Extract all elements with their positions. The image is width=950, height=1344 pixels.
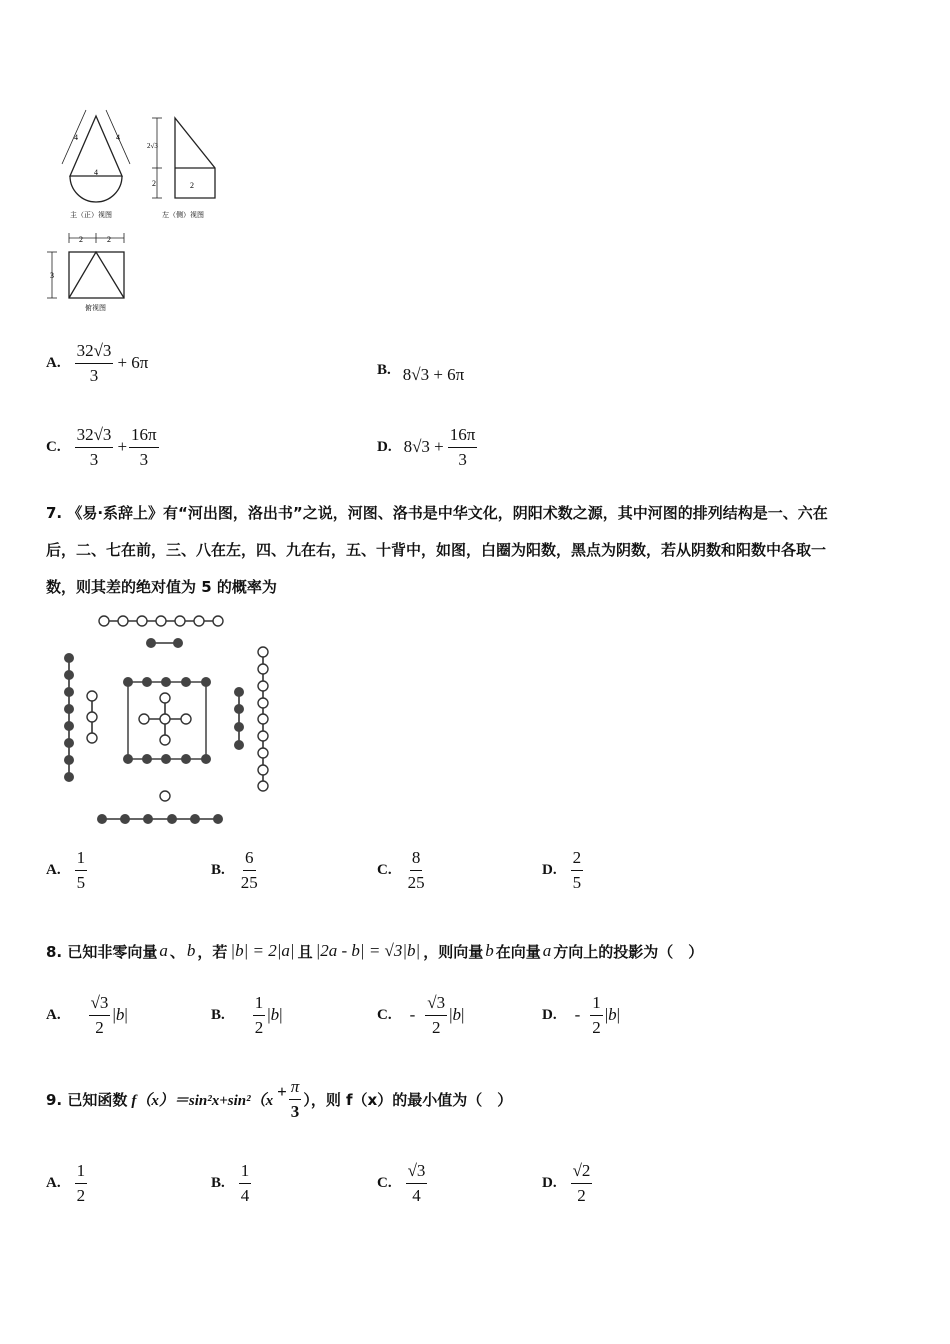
option-label: D. bbox=[377, 438, 392, 455]
denominator: 5 bbox=[572, 872, 582, 892]
vector-magnitude: |b| bbox=[449, 1005, 465, 1024]
q8-stem bbox=[46, 934, 703, 968]
denominator: 2 bbox=[577, 1185, 586, 1205]
q8-vector-a: a bbox=[159, 941, 168, 960]
q9-option-c[interactable] bbox=[377, 1158, 427, 1208]
q8-tail-1: ，则向量 bbox=[423, 942, 484, 961]
q7-option-b[interactable] bbox=[211, 846, 260, 894]
q8-option-c[interactable] bbox=[377, 990, 464, 1040]
three-view-drawing bbox=[44, 104, 219, 318]
front-dim-right: 4 bbox=[116, 133, 120, 142]
q6-option-a[interactable] bbox=[46, 338, 148, 388]
top-dim-left: 2 bbox=[79, 235, 83, 244]
q9-function: f（x）＝sin²x+sin²（x bbox=[131, 1092, 274, 1109]
numerator: √3 bbox=[406, 1161, 428, 1184]
fraction-2 bbox=[129, 425, 159, 469]
front-view bbox=[62, 110, 130, 202]
option-label: D. bbox=[542, 1174, 557, 1191]
q7-option-a[interactable] bbox=[46, 846, 87, 894]
q8-sep: 、 bbox=[169, 942, 185, 961]
top-dim-right: 2 bbox=[107, 235, 111, 244]
vector-b: b bbox=[452, 1005, 462, 1024]
denominator: 3 bbox=[139, 449, 149, 469]
fraction bbox=[75, 341, 114, 385]
side-view-label: 左（侧）视图 bbox=[162, 211, 204, 219]
denominator: 3 bbox=[290, 1101, 300, 1121]
option-label: C. bbox=[46, 438, 61, 455]
q8-qie: 且 bbox=[297, 942, 313, 961]
numerator: √2 bbox=[571, 1161, 593, 1184]
q7-line-3: 数，则其差的绝对值为 5 的概率为 bbox=[46, 578, 277, 596]
q8-prefix: 8. 已知非零向量 bbox=[46, 942, 158, 961]
q9-stem bbox=[46, 1074, 512, 1124]
numerator: 8 bbox=[410, 848, 423, 871]
denominator: 5 bbox=[76, 872, 86, 892]
q7-option-c[interactable] bbox=[377, 846, 427, 894]
q7-line-2: 后，二、七在前，三、八在左，四、九在右，五、十背中，如图，白圈为阳数，黑点为阴数，若从阴数和阳数中各取一 bbox=[46, 541, 827, 559]
q8-tail-3: 方向上的投影为（ ） bbox=[553, 942, 704, 961]
denominator: 2 bbox=[592, 1017, 601, 1037]
vector-magnitude: |b| bbox=[267, 1005, 283, 1024]
fraction bbox=[239, 1161, 252, 1205]
option-label: B. bbox=[211, 861, 225, 878]
q8-tail-vector-b: b bbox=[485, 941, 494, 960]
side-view bbox=[152, 118, 215, 198]
q6-option-b[interactable] bbox=[377, 352, 464, 388]
numerator: 1 bbox=[75, 1161, 88, 1184]
top-view-label: 俯视图 bbox=[85, 304, 106, 312]
numerator: 1 bbox=[75, 848, 88, 871]
option-label: A. bbox=[46, 861, 61, 878]
numerator: 16π bbox=[448, 425, 478, 448]
fraction bbox=[89, 993, 111, 1037]
numerator: 16π bbox=[129, 425, 159, 448]
q9-prefix: 9. 已知函数 bbox=[46, 1090, 128, 1109]
expression-rest: + 6π bbox=[117, 353, 149, 372]
q9-option-b[interactable] bbox=[211, 1158, 251, 1208]
q8-option-d[interactable] bbox=[542, 990, 620, 1040]
q8-ruo: ，若 bbox=[197, 942, 228, 961]
q9-option-d[interactable] bbox=[542, 1158, 592, 1208]
vector-b: b bbox=[270, 1005, 280, 1024]
fraction bbox=[448, 425, 478, 469]
fraction bbox=[406, 1161, 428, 1205]
q8-tail-2: 在向量 bbox=[495, 942, 541, 961]
q9-plus: + bbox=[277, 1082, 287, 1101]
three-view-figure bbox=[44, 104, 219, 318]
fraction bbox=[406, 848, 427, 892]
q6-option-d[interactable] bbox=[377, 422, 477, 472]
sign: - bbox=[409, 1005, 416, 1024]
expression-lead: 8√3 + bbox=[403, 437, 444, 456]
q9-fraction bbox=[289, 1077, 302, 1121]
fraction bbox=[75, 1161, 88, 1205]
denominator: 2 bbox=[95, 1017, 104, 1037]
vector-magnitude: |b| bbox=[604, 1005, 621, 1024]
q9-option-a[interactable] bbox=[46, 1158, 87, 1208]
denominator: 2 bbox=[431, 1017, 441, 1037]
denominator: 3 bbox=[458, 449, 467, 469]
top-dim-height: 3 bbox=[50, 271, 54, 280]
option-label: A. bbox=[46, 1174, 61, 1191]
option-label: C. bbox=[377, 1174, 392, 1191]
hetu-diagram bbox=[56, 610, 276, 832]
numerator: 32√3 bbox=[75, 425, 114, 448]
option-label: B. bbox=[377, 361, 391, 378]
q8-condition-1: |b| = 2|a| bbox=[230, 941, 295, 960]
option-label: A. bbox=[46, 1006, 61, 1023]
fraction bbox=[425, 993, 447, 1037]
side-dim-top: 2√3 bbox=[147, 142, 158, 150]
q8-vector-b: b bbox=[186, 941, 196, 960]
fraction bbox=[590, 993, 603, 1037]
front-dim-base: 4 bbox=[94, 168, 98, 177]
option-label: D. bbox=[542, 1006, 557, 1023]
vector-b: b bbox=[115, 1005, 125, 1024]
fraction bbox=[253, 993, 266, 1037]
q9-suffix: ），则 f（x）的最小值为（ ） bbox=[303, 1090, 513, 1109]
numerator: 1 bbox=[590, 993, 603, 1016]
q8-tail-vector-a: a bbox=[542, 941, 552, 960]
denominator: 25 bbox=[240, 872, 258, 892]
fraction bbox=[239, 848, 260, 892]
numerator: 2 bbox=[571, 848, 584, 871]
expression: 8√3 + 6π bbox=[402, 365, 465, 384]
front-view-label: 主（正）视图 bbox=[70, 211, 112, 219]
front-dim-left: 4 bbox=[74, 133, 78, 142]
q8-condition-2: |2a - b| = √3|b| bbox=[315, 941, 421, 960]
fraction bbox=[571, 848, 584, 892]
numerator: 32√3 bbox=[75, 341, 114, 364]
numerator: 1 bbox=[239, 1161, 252, 1184]
option-label: B. bbox=[211, 1174, 225, 1191]
denominator: 3 bbox=[89, 365, 99, 385]
numerator: √3 bbox=[89, 993, 111, 1016]
denominator: 2 bbox=[76, 1185, 86, 1205]
denominator: 4 bbox=[240, 1185, 250, 1205]
option-label: D. bbox=[542, 861, 557, 878]
q7-stem bbox=[46, 495, 916, 606]
numerator: √3 bbox=[425, 993, 447, 1016]
fraction bbox=[75, 848, 88, 892]
vector-magnitude: |b| bbox=[112, 1005, 128, 1024]
option-label: C. bbox=[377, 861, 392, 878]
numerator: 1 bbox=[253, 993, 266, 1016]
sign: - bbox=[574, 1005, 581, 1024]
side-dim-inner: 2 bbox=[190, 181, 194, 190]
q7-line-1: 7. 《易·系辞上》有“河出图，洛出书”之说，河图、洛书是中华文化，阴阳术数之源，其中河图的排列结构是一、六在 bbox=[46, 504, 828, 522]
side-dim-bottom: 2 bbox=[152, 179, 156, 188]
option-label: A. bbox=[46, 354, 61, 371]
option-label: C. bbox=[377, 1006, 392, 1023]
top-view bbox=[47, 233, 124, 298]
denominator: 2 bbox=[254, 1017, 264, 1037]
q8-option-b[interactable] bbox=[211, 990, 283, 1040]
plus-sign: + bbox=[117, 437, 128, 456]
denominator: 3 bbox=[89, 449, 99, 469]
fraction bbox=[75, 425, 114, 469]
q8-option-a[interactable] bbox=[46, 990, 128, 1040]
denominator: 4 bbox=[412, 1185, 421, 1205]
option-label: B. bbox=[211, 1006, 225, 1023]
vector-b: b bbox=[608, 1005, 617, 1024]
q7-option-d[interactable] bbox=[542, 846, 583, 894]
denominator: 25 bbox=[407, 872, 425, 892]
q6-option-c[interactable] bbox=[46, 422, 159, 472]
numerator: π bbox=[289, 1077, 302, 1100]
hetu-svg bbox=[56, 610, 276, 832]
fraction bbox=[571, 1161, 593, 1205]
numerator: 6 bbox=[243, 848, 256, 871]
